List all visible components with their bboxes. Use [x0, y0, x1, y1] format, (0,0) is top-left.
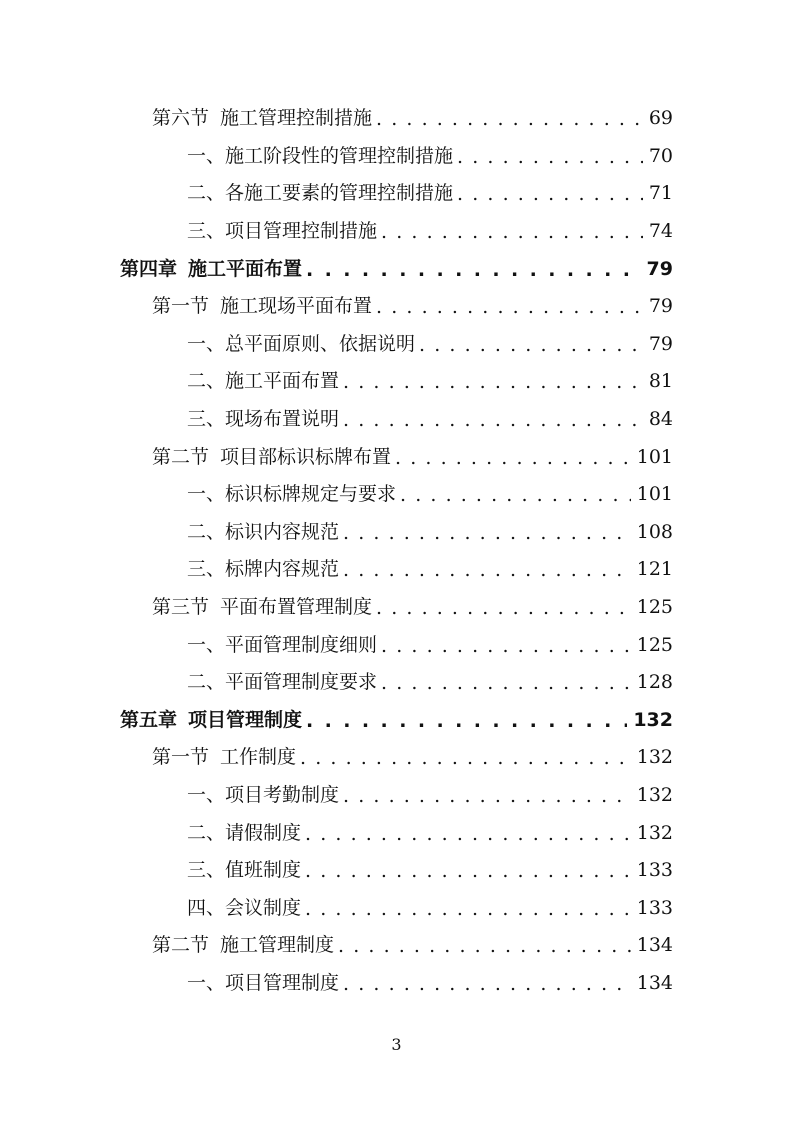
- toc-entry-title: 请假制度: [225, 821, 302, 844]
- page-number: 3: [391, 1035, 402, 1054]
- toc-entry-page: 134: [636, 934, 673, 957]
- toc-entry-page: 84: [648, 408, 673, 431]
- toc-dot-leader: [400, 486, 631, 505]
- toc-dot-leader: [381, 223, 643, 242]
- toc-entry-number: 第二节: [152, 445, 210, 468]
- toc-entry-title: 现场布置说明: [225, 408, 340, 431]
- toc-entry-item[interactable]: [187, 213, 673, 251]
- toc-entry-title: 总平面原则、依据说明: [225, 332, 416, 355]
- toc-dot-leader: [395, 449, 631, 468]
- toc-dot-leader: [457, 148, 643, 167]
- toc-dot-leader: [343, 373, 643, 392]
- toc-entry-chapter[interactable]: [120, 702, 673, 740]
- toc-entry-item[interactable]: [187, 664, 673, 702]
- toc-entry-page: 79: [648, 332, 673, 355]
- toc-entry-title: 施工平面布置: [225, 370, 340, 393]
- toc-dot-leader: [376, 599, 631, 618]
- toc-entry-number: 三、: [187, 558, 226, 581]
- toc-entry-item[interactable]: [187, 175, 673, 213]
- toc-entry-title: 施工现场平面布置: [220, 295, 373, 318]
- toc-entry-section[interactable]: [152, 589, 673, 627]
- toc-entry-item[interactable]: [187, 138, 673, 176]
- toc-entry-number: 第四章: [120, 257, 178, 280]
- toc-entry-item[interactable]: [187, 890, 673, 928]
- toc-entry-item[interactable]: [187, 777, 673, 815]
- toc-entry-section[interactable]: [152, 438, 673, 476]
- toc-entry-item[interactable]: [187, 814, 673, 852]
- toc-entry-number: 第一节: [152, 295, 210, 318]
- toc-entry-page: 79: [646, 257, 673, 280]
- toc-dot-leader: [305, 825, 631, 844]
- toc-entry-number: 一、: [187, 483, 226, 506]
- toc-entry-page: 125: [636, 596, 673, 619]
- toc-entry-number: 二、: [187, 370, 226, 393]
- toc-entry-item[interactable]: [187, 363, 673, 401]
- toc-entry-title: 平面布置管理制度: [220, 596, 373, 619]
- toc-entry-item[interactable]: [187, 401, 673, 439]
- toc-dot-leader: [343, 787, 631, 806]
- toc-entry-page: 69: [648, 107, 673, 130]
- toc-entry-title: 会议制度: [225, 896, 302, 919]
- toc-entry-item[interactable]: [187, 965, 673, 1003]
- toc-entry-title: 项目部标识标牌布置: [220, 445, 392, 468]
- toc-entry-page: 132: [636, 821, 673, 844]
- toc-entry-title: 项目考勤制度: [225, 784, 340, 807]
- toc-entry-page: 132: [636, 784, 673, 807]
- toc-entry-page: 71: [648, 182, 673, 205]
- toc-entry-page: 74: [648, 220, 673, 243]
- toc-dot-leader: [343, 975, 631, 994]
- toc-entry-page: 133: [636, 859, 673, 882]
- toc-entry-title: 标识内容规范: [225, 520, 340, 543]
- toc-entry-title: 施工平面布置: [188, 257, 303, 280]
- toc-entry-chapter[interactable]: [120, 250, 673, 288]
- toc-entry-title: 各施工要素的管理控制措施: [225, 182, 454, 205]
- toc-entry-number: 一、: [187, 784, 226, 807]
- toc-entry-page: 125: [636, 633, 673, 656]
- toc-dot-leader: [457, 185, 643, 204]
- toc-entry-number: 三、: [187, 859, 226, 882]
- toc-entry-number: 二、: [187, 821, 226, 844]
- toc-entry-page: 101: [636, 445, 673, 468]
- toc-entry-number: 第三节: [152, 596, 210, 619]
- toc-dot-leader: [419, 336, 643, 355]
- toc-dot-leader: [306, 712, 627, 731]
- toc-entry-page: 70: [648, 144, 673, 167]
- toc-entry-page: 121: [636, 558, 673, 581]
- toc-entry-number: 第二节: [152, 934, 210, 957]
- toc-entry-number: 二、: [187, 182, 226, 205]
- toc-entry-title: 工作制度: [220, 746, 297, 769]
- toc-entry-item[interactable]: [187, 551, 673, 589]
- toc-dot-leader: [338, 937, 631, 956]
- toc-entry-item[interactable]: [187, 476, 673, 514]
- toc-entry-number: 四、: [187, 896, 226, 919]
- toc-dot-leader: [343, 561, 631, 580]
- toc-dot-leader: [300, 749, 631, 768]
- toc-entry-page: 133: [636, 896, 673, 919]
- toc-entry-section[interactable]: [152, 927, 673, 965]
- toc-entry-page: 128: [636, 671, 673, 694]
- toc-entry-section[interactable]: [152, 739, 673, 777]
- toc-entry-page: 79: [648, 295, 673, 318]
- toc-entry-section[interactable]: [152, 288, 673, 326]
- toc-entry-number: 三、: [187, 220, 226, 243]
- toc-dot-leader: [376, 298, 643, 317]
- toc-entry-page: 132: [636, 746, 673, 769]
- toc-entry-number: 二、: [187, 671, 226, 694]
- toc-entry-title: 值班制度: [225, 859, 302, 882]
- toc-entry-title: 施工管理制度: [220, 934, 335, 957]
- toc-entry-page: 132: [633, 708, 673, 731]
- toc-entry-number: 三、: [187, 408, 226, 431]
- toc-entry-section[interactable]: [152, 100, 673, 138]
- toc-entry-number: 一、: [187, 144, 226, 167]
- toc-entry-page: 134: [636, 972, 673, 995]
- toc-entry-page: 108: [636, 520, 673, 543]
- toc-entry-title: 施工阶段性的管理控制措施: [225, 144, 454, 167]
- toc-dot-leader: [343, 524, 631, 543]
- toc-entry-title: 平面管理制度要求: [225, 671, 378, 694]
- toc-entry-title: 项目管理制度: [188, 708, 303, 731]
- toc-entry-title: 标牌内容规范: [225, 558, 340, 581]
- toc-entry-number: 一、: [187, 972, 226, 995]
- toc-entry-title: 施工管理控制措施: [220, 107, 373, 130]
- toc-entry-number: 第五章: [120, 708, 178, 731]
- toc-entry-number: 二、: [187, 520, 226, 543]
- toc-entry-item[interactable]: [187, 326, 673, 364]
- toc-entry-title: 平面管理制度细则: [225, 633, 378, 656]
- toc-dot-leader: [305, 862, 631, 881]
- toc-entry-item[interactable]: [187, 626, 673, 664]
- toc-entry-page: 101: [636, 483, 673, 506]
- toc-dot-leader: [381, 637, 631, 656]
- toc-entry-number: 第一节: [152, 746, 210, 769]
- toc-entry-number: 第六节: [152, 107, 210, 130]
- toc-dot-leader: [305, 900, 631, 919]
- toc-dot-leader: [376, 110, 643, 129]
- toc-entry-title: 项目管理控制措施: [225, 220, 378, 243]
- toc-dot-leader: [306, 261, 641, 280]
- toc-entry-page: 81: [648, 370, 673, 393]
- toc-dot-leader: [381, 674, 631, 693]
- toc-entry-item[interactable]: [187, 514, 673, 552]
- toc-entry-title: 项目管理制度: [225, 972, 340, 995]
- toc-entry-number: 一、: [187, 332, 226, 355]
- toc-entry-item[interactable]: [187, 852, 673, 890]
- toc-entry-number: 一、: [187, 633, 226, 656]
- toc-dot-leader: [343, 411, 643, 430]
- toc-entry-title: 标识标牌规定与要求: [225, 483, 397, 506]
